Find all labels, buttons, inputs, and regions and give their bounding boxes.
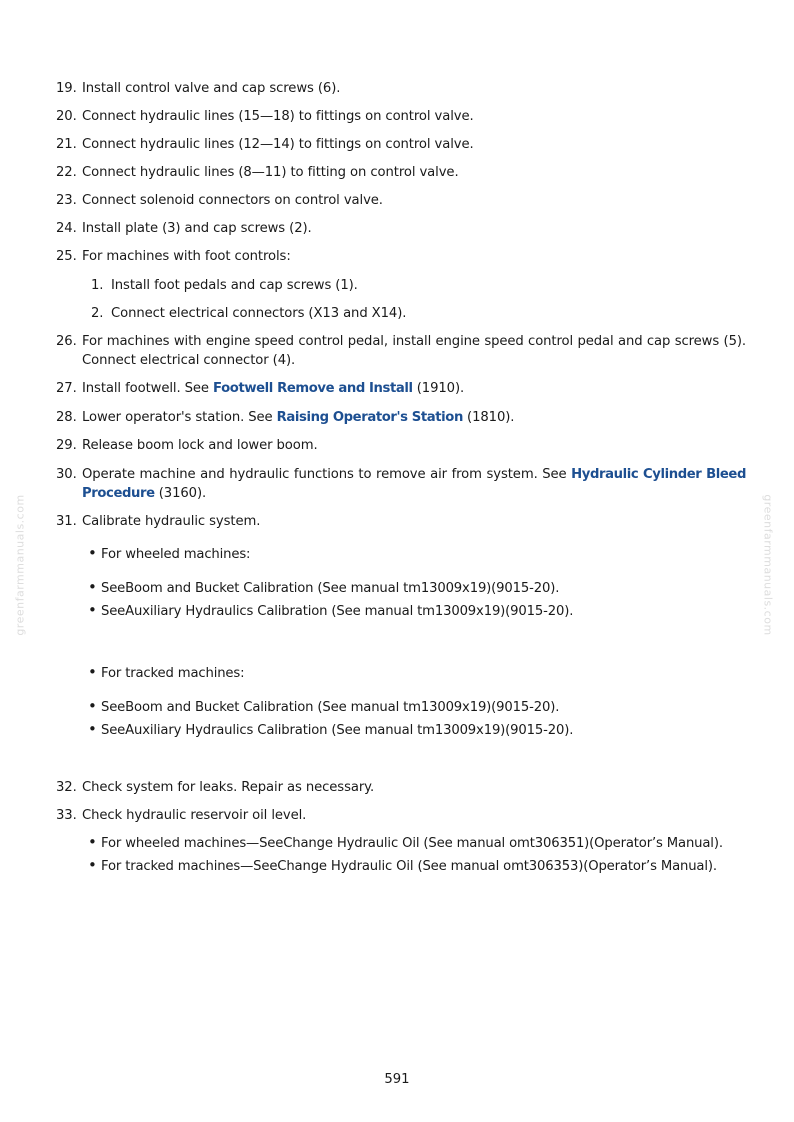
substep-number: 1.	[91, 278, 104, 293]
step-text-lead: Lower operator's station. See	[82, 410, 277, 425]
page-number: 591	[384, 1072, 410, 1087]
step-number: 21.	[56, 137, 77, 152]
step-number: 23.	[56, 193, 77, 208]
bullet-text: SeeAuxiliary Hydraulics Calibration (See manual tm13009x19)(9015-20).	[101, 723, 574, 738]
bullet-icon: •	[88, 833, 97, 851]
substep-text: Connect electrical connectors (X13 and X14).	[111, 306, 407, 321]
bullet-text: For wheeled machines:	[101, 547, 251, 562]
substep-text: Install foot pedals and cap screws (1).	[111, 278, 358, 293]
step-text	[82, 408, 746, 427]
step-text: Connect hydraulic lines (15—18) to fittings on control valve.	[82, 109, 474, 124]
step-text	[82, 465, 746, 503]
bullet-icon: •	[88, 601, 97, 619]
step-text: Connect hydraulic lines (8—11) to fitting on control valve.	[82, 165, 459, 180]
bullet-icon: •	[88, 544, 97, 562]
bullet-icon: •	[88, 663, 97, 681]
bullet-text: For tracked machines:	[101, 666, 245, 681]
step-number: 32.	[56, 780, 77, 795]
step-text: For machines with engine speed control pedal, install engine speed control pedal and cap screws (5). Connect electrical connector (4).	[82, 334, 746, 368]
step-number: 28.	[56, 410, 77, 425]
step-number: 22.	[56, 165, 77, 180]
step-text: Release boom lock and lower boom.	[82, 438, 318, 453]
step-number: 25.	[56, 249, 77, 264]
step-text-tail: (1810).	[462, 410, 515, 425]
bullet-text: For wheeled machines—SeeChange Hydraulic Oil (See manual omt306351)(Operator’s Manual).	[101, 836, 723, 851]
hydraulic-cylinder-bleed-link[interactable]: Hydraulic Cylinder Bleed Procedure	[82, 467, 746, 501]
step-text: Check system for leaks. Repair as necessary.	[82, 780, 375, 795]
bullet-icon: •	[88, 697, 97, 715]
bullet-icon: •	[88, 856, 97, 874]
watermark-right: greenfarmmanuals.com	[761, 494, 775, 636]
step-text: Connect solenoid connectors on control valve.	[82, 193, 383, 208]
step-number: 20.	[56, 109, 77, 124]
bullet-text: SeeBoom and Bucket Calibration (See manual tm13009x19)(9015-20).	[101, 700, 560, 715]
bullet-text: For tracked machines—SeeChange Hydraulic Oil (See manual omt306353)(Operator’s Manual).	[101, 859, 717, 874]
step-text: Install plate (3) and cap screws (2).	[82, 221, 312, 236]
step-number: 33.	[56, 808, 77, 823]
step-text: For machines with foot controls:	[82, 249, 291, 264]
step-number: 24.	[56, 221, 77, 236]
step-number: 31.	[56, 514, 77, 529]
footwell-link[interactable]: Footwell Remove and Install	[213, 381, 413, 396]
bullet-text: SeeBoom and Bucket Calibration (See manual tm13009x19)(9015-20).	[101, 581, 560, 596]
step-text	[82, 379, 746, 398]
step-text: Calibrate hydraulic system.	[82, 514, 261, 529]
step-text-lead: Install footwell. See	[82, 381, 214, 396]
bullet-icon: •	[88, 720, 97, 738]
step-text: Connect hydraulic lines (12—14) to fittings on control valve.	[82, 137, 474, 152]
step-text-lead: Operate machine and hydraulic functions to remove air from system. See	[82, 467, 572, 482]
bullet-icon: •	[88, 578, 97, 596]
step-text: Install control valve and cap screws (6).	[82, 81, 341, 96]
step-number: 19.	[56, 81, 77, 96]
step-number: 30.	[56, 467, 77, 482]
watermark-left: greenfarmmanuals.com	[13, 494, 27, 636]
step-text-tail: (1910).	[412, 381, 465, 396]
step-text-tail: (3160).	[154, 486, 207, 501]
step-text: Check hydraulic reservoir oil level.	[82, 808, 307, 823]
raising-operators-station-link[interactable]: Raising Operator's Station	[276, 410, 463, 425]
bullet-text: SeeAuxiliary Hydraulics Calibration (See manual tm13009x19)(9015-20).	[101, 604, 574, 619]
substep-number: 2.	[91, 306, 104, 321]
step-number: 27.	[56, 381, 77, 396]
step-number: 26.	[56, 334, 77, 349]
step-number: 29.	[56, 438, 77, 453]
